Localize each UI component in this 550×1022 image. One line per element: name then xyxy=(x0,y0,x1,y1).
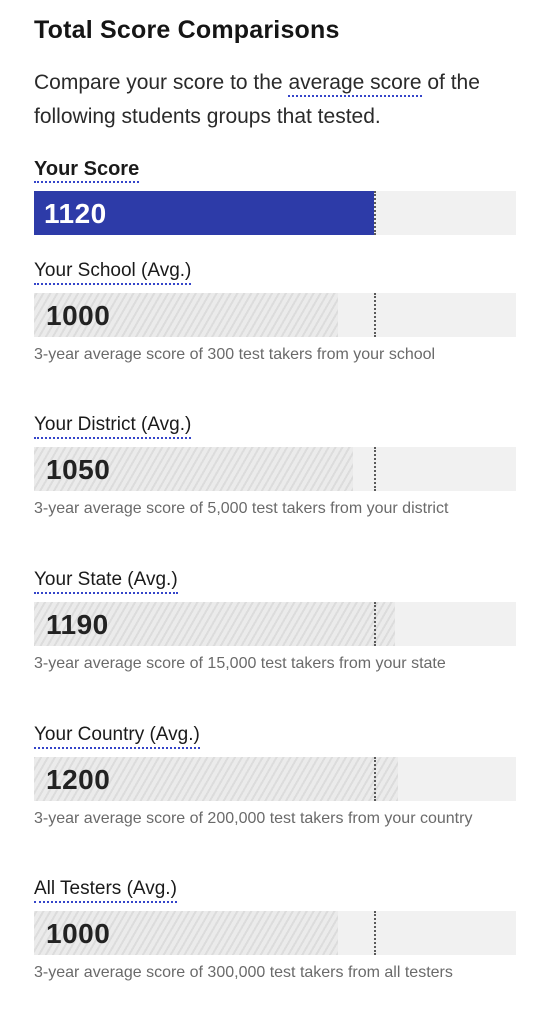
your-score-marker xyxy=(374,757,376,801)
your-score-marker xyxy=(374,191,376,235)
intro-text-end: of the following students groups that tested. xyxy=(34,71,480,128)
group-value: 1050 xyxy=(46,454,111,485)
group-label[interactable]: Your School (Avg.) xyxy=(34,260,191,285)
group-track xyxy=(34,447,516,491)
your-score-marker xyxy=(374,293,376,337)
page-title: Total Score Comparisons xyxy=(34,16,340,44)
group-row-state xyxy=(34,569,516,672)
group-label[interactable]: Your Country (Avg.) xyxy=(34,724,200,749)
your-score-marker xyxy=(374,911,376,955)
group-row-all-testers xyxy=(34,878,516,981)
group-row-school xyxy=(34,260,516,363)
group-label[interactable]: Your State (Avg.) xyxy=(34,569,178,594)
group-description: 3-year average score of 300 test takers from your school xyxy=(34,346,436,363)
your-score-row xyxy=(34,158,516,229)
group-value: 1190 xyxy=(46,609,109,640)
group-track xyxy=(34,757,516,801)
group-track xyxy=(34,602,516,646)
your-score-label[interactable]: Your Score xyxy=(34,158,139,183)
your-score-marker xyxy=(374,602,376,646)
group-track xyxy=(34,293,516,337)
group-description: 3-year average score of 15,000 test takers from your state xyxy=(34,655,446,672)
group-value: 1000 xyxy=(46,918,111,949)
average-score-term[interactable]: average score xyxy=(288,71,421,97)
group-track xyxy=(34,911,516,955)
group-description: 3-year average score of 300,000 test takers from all testers xyxy=(34,964,453,981)
your-score-value: 1120 xyxy=(44,198,107,229)
intro-text xyxy=(34,66,524,134)
group-label[interactable]: All Testers (Avg.) xyxy=(34,878,177,903)
your-score-marker xyxy=(374,447,376,491)
group-row-district xyxy=(34,414,516,517)
group-label[interactable]: Your District (Avg.) xyxy=(34,414,191,439)
group-description: 3-year average score of 5,000 test takers from your district xyxy=(34,500,449,517)
group-value: 1200 xyxy=(46,764,111,795)
group-row-country xyxy=(34,724,516,827)
group-value: 1000 xyxy=(46,300,111,331)
intro-text-start: Compare your score to the xyxy=(34,71,289,94)
group-description: 3-year average score of 200,000 test takers from your country xyxy=(34,810,473,827)
your-score-track xyxy=(34,191,516,235)
